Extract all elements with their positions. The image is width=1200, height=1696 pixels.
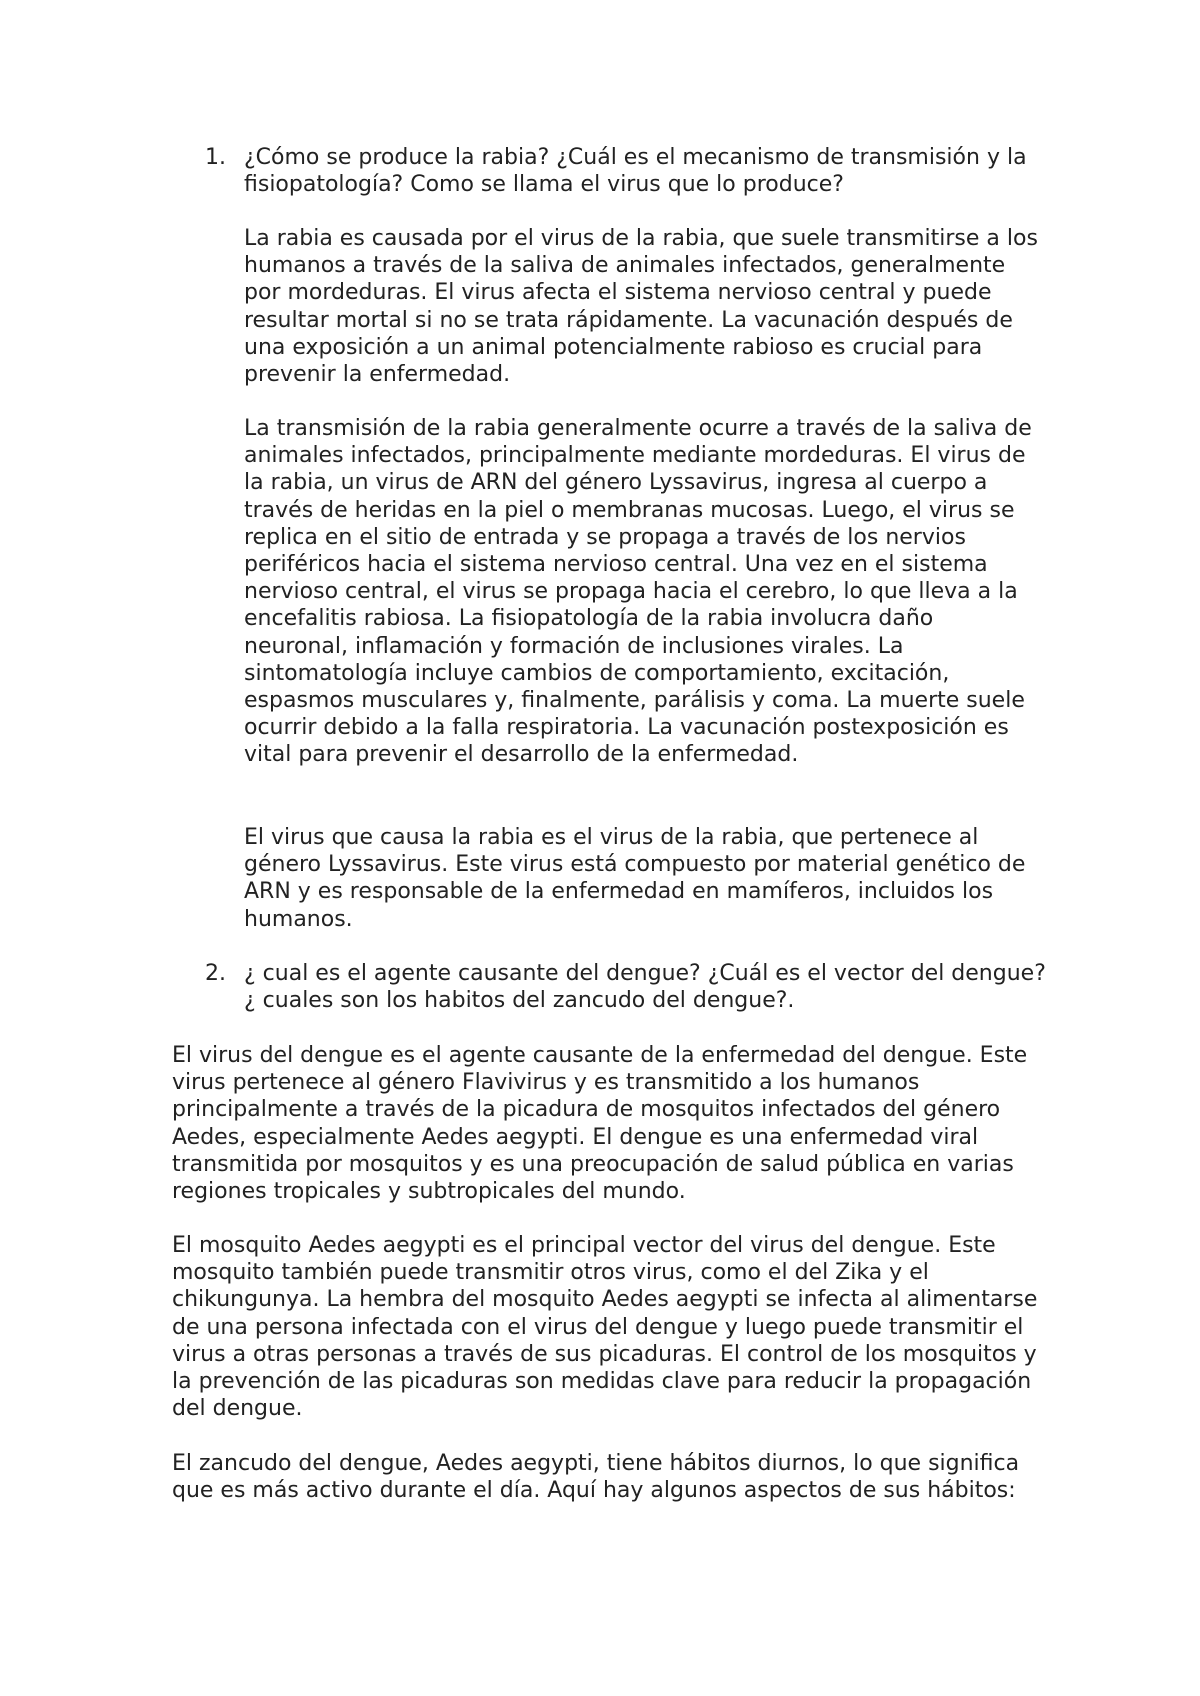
question-2: ¿ cual es el agente causante del dengue? ¿Cuál es el vector del dengue? ¿ cuales son los habitos del zancudo del dengue?. [244, 961, 1046, 1014]
list-number-1: 1. [205, 145, 226, 170]
answer-1-paragraph-3: El virus que causa la rabia es el virus de la rabia, que pertenece al género Lyssavirus. Este virus está compuesto por material genético de ARN y es responsable de la enfermedad en mamíferos, incluidos los humanos. [244, 825, 1026, 932]
answer-1-paragraph-2: La transmisión de la rabia generalmente ocurre a través de la saliva de animales infectados, principalmente mediante mordeduras. El virus de la rabia, un virus de ARN del género Lyssavirus, ingresa al cuerpo a través de heridas en la piel o membranas mucosas. Luego, el virus se replica en el sitio de entrada y se propaga a través de los nervios periféricos hacia el sistema nervioso central. Una vez en el sistema nervioso central, el virus se propaga hacia el cerebro, lo que lleva a la encefalitis rabiosa. La fisiopatología de la rabia involucra daño neuronal, inflamación y formación de inclusiones virales. La sintomatología incluye cambios de comportamiento, excitación, espasmos musculares y, finalmente, parálisis y coma. La muerte suele ocurrir debido a la falla respiratoria. La vacunación postexposición es vital para prevenir el desarrollo de la enfermedad. [244, 416, 1032, 768]
body-paragraph-2: El mosquito Aedes aegypti es el principal vector del virus del dengue. Este mosquito también puede transmitir otros virus, como el del Zika y el chikungunya. La hembra del mosquito Aedes aegypti se infecta al alimentarse de una persona infectada con el virus del dengue y luego puede transmitir el virus a otras personas a través de sus picaduras. El control de los mosquitos y la prevención de las picaduras son medidas clave para reducir la propagación del dengue. [172, 1233, 1038, 1422]
body-paragraph-3: El zancudo del dengue, Aedes aegypti, tiene hábitos diurnos, lo que significa que es más activo durante el día. Aquí hay algunos aspectos de sus hábitos: [172, 1451, 1020, 1504]
list-number-2: 2. [205, 961, 226, 986]
list-item-1 [172, 144, 1052, 198]
body-paragraph-1: El virus del dengue es el agente causante de la enfermedad del dengue. Este virus pertenece al género Flavivirus y es transmitido a los humanos principalmente a través de la picadura de mosquitos infectados del género Aedes, especialmente Aedes aegypti. El dengue es una enfermedad viral transmitida por mosquitos y es una preocupación de salud pública en varias regiones tropicales y subtropicales del mundo. [172, 1043, 1028, 1205]
answer-1-paragraph-1: La rabia es causada por el virus de la rabia, que suele transmitirse a los humanos a través de la saliva de animales infectados, generalmente por mordeduras. El virus afecta el sistema nervioso central y puede resultar mortal si no se trata rápidamente. La vacunación después de una exposición a un animal potencialmente rabioso es crucial para prevenir la enfermedad. [244, 226, 1038, 388]
list-item-2 [172, 960, 1052, 1014]
question-1: ¿Cómo se produce la rabia? ¿Cuál es el mecanismo de transmisión y la fisiopatología? Como se llama el virus que lo produce? [244, 145, 1027, 198]
